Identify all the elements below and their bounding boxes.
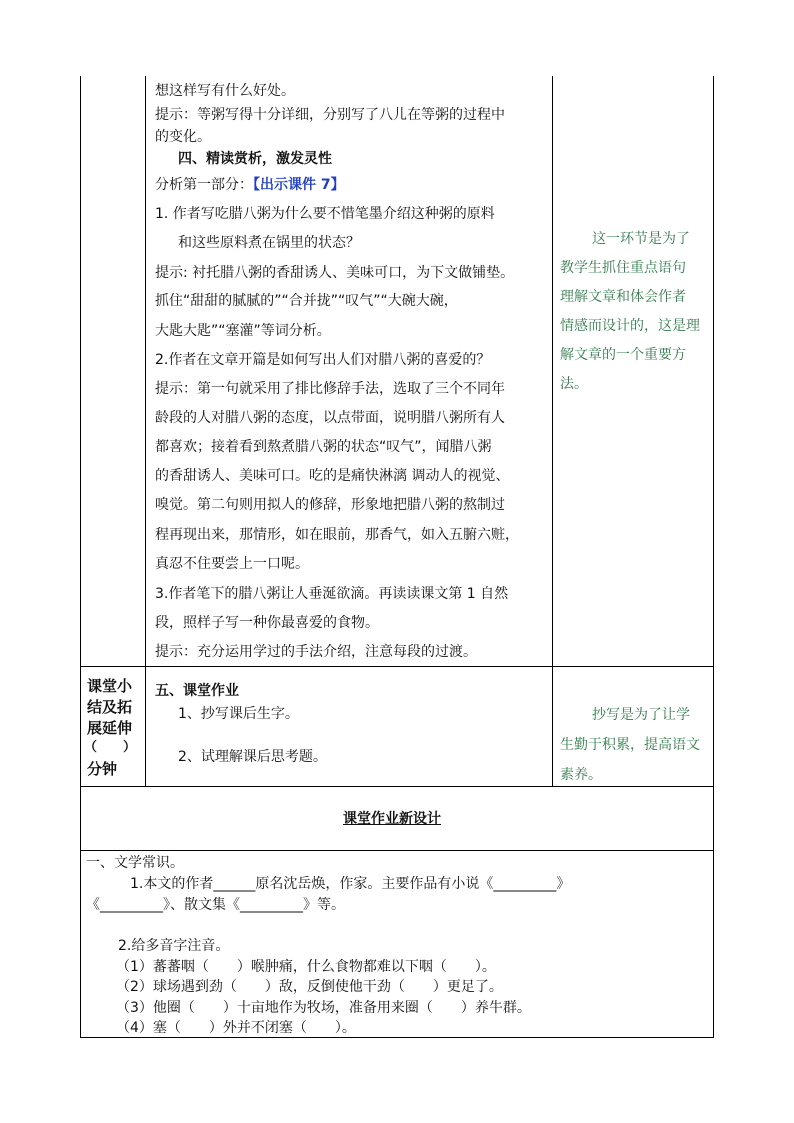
design-note-line: 情感而设计的，这是理 bbox=[560, 318, 700, 334]
row-divider-1 bbox=[80, 666, 714, 667]
summary-row-label-line: 分钟 bbox=[87, 760, 118, 778]
exercise-line: 1.本文的作者______原名沈岳焕，作家。主要作品有小说《_________》 bbox=[130, 876, 571, 892]
homework-item-1: 1、抄写课后生字。 bbox=[178, 706, 299, 722]
hint-1-line: 抓住“甜甜的腻腻的”“合并拢”“叹气”“大碗大碗， bbox=[155, 293, 458, 309]
hint-2-line: 程再现出来，那情形，如在眼前，那香气，如入五腑六赃， bbox=[155, 527, 519, 543]
col-divider-2 bbox=[552, 76, 553, 786]
table-right-border bbox=[713, 76, 714, 1038]
hint-2-line: 提示：第一句就采用了排比修辞手法，选取了三个不同年 bbox=[155, 381, 505, 397]
content-line: 的变化。 bbox=[155, 129, 211, 145]
row-divider-2 bbox=[80, 786, 714, 787]
question-1-line-1: 1. 作者写吃腊八粥为什么要不惜笔墨介绍这种粥的原料 bbox=[155, 206, 495, 222]
question-3-line: 段，照样子写一种你最喜爱的食物。 bbox=[155, 615, 379, 631]
polyphone-item: （3）他圈（ ）十亩地作为牧场，准备用来圈（ ）养牛群。 bbox=[116, 1000, 531, 1016]
content-line: 提示：等粥写得十分详细，分别写了八儿在等粥的过程中 bbox=[155, 107, 505, 123]
homework-title: 五、课堂作业 bbox=[155, 683, 239, 699]
summary-note-line: 生勤于积累，提高语文 bbox=[560, 737, 700, 753]
polyphone-item: （2）球场遇到劲（ ）敌，反倒使他干劲（ ）更足了。 bbox=[116, 979, 503, 995]
question-3-line: 3.作者笔下的腊八粥让人垂涎欲滴。再读读课文第 1 自然 bbox=[155, 586, 509, 602]
polyphone-item: （1）蕃蕃咽（ ）喉肿痛，什么食物都难以下咽（ ）。 bbox=[116, 959, 496, 975]
hint-2-line: 都喜欢；接着看到熬煮腊八粥的状态“叹气”，闻腊八粥 bbox=[155, 439, 492, 455]
exercise-line: 《_________》、散文集《_________》等。 bbox=[86, 897, 345, 913]
polyphone-item: （4）塞（ ）外并不闭塞（ ）。 bbox=[116, 1020, 356, 1036]
analysis-line bbox=[155, 174, 345, 196]
design-note-line: 理解文章和体会作者 bbox=[560, 289, 686, 305]
content-line: 想这样写有什么好处。 bbox=[155, 83, 295, 99]
section-4-title: 四、精读赏析，激发灵性 bbox=[178, 151, 332, 167]
hint-2-line: 龄段的人对腊八粥的态度，以点带面，说明腊八粥所有人 bbox=[155, 410, 505, 426]
summary-row-label-line: 结及拓 bbox=[87, 698, 133, 716]
question-1-line-2: 和这些原料煮在锅里的状态？ bbox=[178, 235, 360, 251]
summary-row-label-line: （ ） bbox=[84, 740, 137, 755]
exercise-subheading: 2.给多音字注音。 bbox=[118, 938, 230, 954]
hint-1-line: 提示: 衬托腊八粥的香甜诱人、美味可口，为下文做铺垫。 bbox=[155, 265, 515, 281]
question-2: 2.作者在文章开篇是如何写出人们对腊八粥的喜爱的？ bbox=[155, 352, 491, 368]
summary-note-line: 抄写是为了让学 bbox=[592, 707, 690, 723]
design-note-line: 这一环节是为了 bbox=[592, 231, 690, 247]
new-design-title: 课堂作业新设计 bbox=[343, 811, 441, 827]
hint-3: 提示：充分运用学过的手法介绍，注意每段的过渡。 bbox=[155, 644, 477, 660]
table-left-border bbox=[80, 76, 81, 1038]
homework-item-2: 2、试理解课后思考题。 bbox=[178, 749, 327, 765]
hint-1-line: 大匙大匙”“塞灌”等词分析。 bbox=[155, 323, 331, 339]
summary-row-label-line: 课堂小 bbox=[87, 677, 133, 695]
hint-2-line: 嗅觉。第二句则用拟人的修辞，形象地把腊八粥的熬制过 bbox=[155, 497, 505, 513]
hint-2-line: 的香甜诱人、美味可口。吃的是痛快淋漓 调动人的视觉、 bbox=[155, 468, 510, 484]
design-note-line: 解文章的一个重要方 bbox=[560, 347, 686, 363]
row-divider-3 bbox=[80, 850, 714, 851]
col-divider-1 bbox=[145, 76, 146, 786]
exercise-heading: 一、文学常识。 bbox=[86, 855, 184, 871]
hint-2-line: 真忍不住要尝上一口呢。 bbox=[155, 556, 309, 572]
summary-note-line: 素养。 bbox=[560, 767, 602, 783]
analysis-prefix: 分析第一部分： bbox=[155, 177, 253, 193]
summary-row-label-line: 展延伸 bbox=[87, 719, 133, 737]
design-note-line: 教学生抓住重点语句 bbox=[560, 260, 686, 276]
design-note-line: 法。 bbox=[560, 376, 588, 392]
courseware-tag: 【出示课件 7】 bbox=[253, 177, 345, 193]
